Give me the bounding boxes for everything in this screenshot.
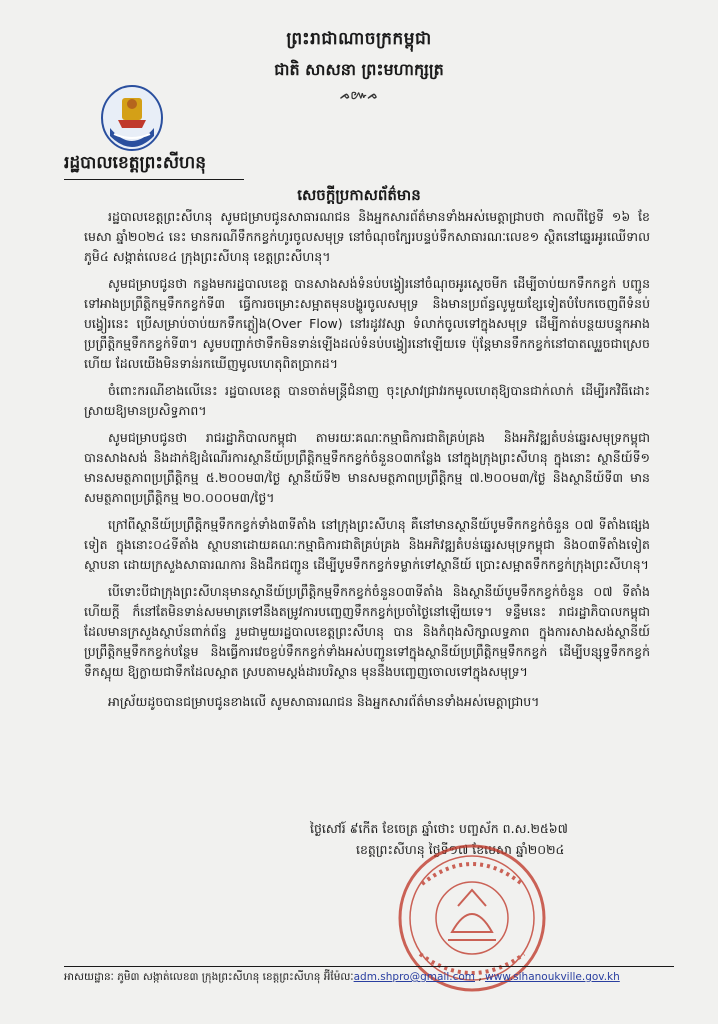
lunar-date: ថ្ងៃសៅរ៍ ៩កើត ខែចេត្រ ឆ្នាំថោះ បញ្ចស័ក ព.ស.២៥៦៧ xyxy=(310,821,568,836)
closing-paragraph: អាស្រ័យដូចបានជម្រាបជូនខាងលើ សូមសាធារណជន និងអ្នកសារព័ត៌មានទាំងអស់មេត្តាជ្រាប។ xyxy=(108,694,540,709)
paragraph: សូមជម្រាបជូនថា រាជរដ្ឋាភិបាលកម្ពុជា តាមរយៈគណៈកម្មាធិការជាតិគ្រប់គ្រង និងអភិវឌ្ឍតំបន់ឆ្នេរសមុទ្រកម្ពុជា បានសាងសង់ និងដាក់ឱ្យដំណើរការស្ថានីយ៍ប្រព្រឹត្តិកម្មទឹកកខ្វក់ចំនួន០៣កន្លែង នៅក្នុងក្រុងព្រះសីហនុ ក្នុងនោះ ស្ថានីយ៍ទី១ មានសមត្ថភាពប្រព្រឹត្តិកម្ម ៥.២០០ម៣/ថ្ងៃ ស្ថានីយ៍ទី២ មានសមត្ថភាពប្រព្រឹត្តិកម្ម ៧.២០០ម៣/ថ្ងៃ និងស្ថានីយ៍ទី៣ មានសមត្ថភាពប្រព្រឹត្តិកម្ម ២០.០០០ម៣/ថ្ងៃ។ xyxy=(84,430,650,505)
document-body xyxy=(84,207,650,719)
issuer-name: រដ្ឋបាលខេត្តព្រះសីហនុ xyxy=(64,152,244,180)
footer-separator: , xyxy=(475,971,486,983)
paragraph: ចំពោះករណីខាងលើនេះ រដ្ឋបាលខេត្ត បានចាត់មន្ត្រីជំនាញ ចុះស្រាវជ្រាវរកមូលហេតុឱ្យបានជាក់លាក់ ដើម្បីរកវិធីដោះស្រាយឱ្យមានប្រសិទ្ធភាព។ xyxy=(84,383,650,418)
document-title: សេចក្តីប្រកាសព័ត៌មាន xyxy=(297,186,421,204)
footer-email-link[interactable]: adm.shpro@gmail.com xyxy=(353,971,476,983)
footer-website-link[interactable]: www.sihanoukville.gov.kh xyxy=(485,971,620,983)
solar-date: ខេត្តព្រះសីហនុ ថ្ងៃទី១៧ ខែមេសា ឆ្នាំ២០២៤ xyxy=(356,842,565,857)
footer-address: អាសយដ្ឋានៈ ភូមិ៣ សង្កាត់លេខ៣ ក្រុងព្រះសីហនុ ខេត្តព្រះសីហនុ អ៊ីម៉ែលៈ xyxy=(64,971,354,983)
kingdom-name: ព្រះរាជាណាចក្រកម្ពុជា xyxy=(286,29,432,49)
paragraph: បើទោះបីជាក្រុងព្រះសីហនុមានស្ថានីយ៍ប្រព្រឹត្តិកម្មទឹកកខ្វក់ចំនួន០៣ទីតាំង និងស្ថានីយ៍បូមទឹកកខ្វក់ចំនួន ០៧ ទីតាំងហើយក្តី ក៏នៅតែមិនទាន់សមមាត្រទៅនឹងតម្រូវការបញ្ចេញទឹកកខ្វក់ប្រចាំថ្ងៃនៅឡើយទេ។ ទន្ទឹមនេះ រាជរដ្ឋាភិបាលកម្ពុជា ដែលមានក្រសួងស្ថាប័នពាក់ព័ន្ធ រួមជាមួយរដ្ឋបាលខេត្តព្រះសីហនុ បាន និងកំពុងសិក្សាលទ្ធភាព ក្នុងការសាងសង់ស្ថានីយ៍ប្រព្រឹត្តិកម្មទឹកកខ្វក់បន្ថែម និងធ្វើការវេចខ្ចប់ទឹកកខ្វក់ទាំងអស់បញ្ជូនទៅក្នុងស្ថានីយ៍ប្រព្រឹត្តិកម្មទឹកកខ្វក់ ដើម្បីបន្សុទ្ធទឹកកខ្វក់ ទឹកស្អុយ ឱ្យក្លាយជាទឹកដែលស្អាត ស្របតាមស្តង់ដារបរិស្ថាន មុននឹងបញ្ចេញចោលទៅក្នុងសមុទ្រ។ xyxy=(84,584,650,679)
provincial-emblem-icon xyxy=(100,84,164,156)
paragraph: សូមជម្រាបជូនថា កន្លងមករដ្ឋបាលខេត្ត បានសាងសង់ទំនប់បង្វៀរនៅចំណុចអូរស្តេចមីក ដើម្បីចាប់យកទឹកកខ្វក់ បញ្ជូនទៅអាងប្រព្រឹត្តិកម្មទឹកកខ្វក់ទី៣ ធ្វើការចម្រោះសម្អាតមុនបង្ហូរចូលសមុទ្រ និងមានប្រព័ន្ធលូមួយខ្សែទៀតបំបែកចេញពីទំនប់បង្វៀរនេះ ប្រើសម្រាប់ចាប់យកទឹកភ្លៀង(Over Flow) នៅរដូវវស្សា ទំលាក់ចូលទៅក្នុងសមុទ្រ ដើម្បីកាត់បន្ថយបន្ទុកអាងប្រព្រឹត្តិកម្មទឹកកខ្វក់ទី៣។ សូមបញ្ជាក់ថាទឹកមិនទាន់ឡើងដល់ទំនប់បង្វៀរនៅឡើយទេ ប៉ុន្តែមានទឹកកខ្វក់នៅបាតលូរួចជាស្រេចហើយ ដែលយើងមិនទាន់រកឃើញមូលហេតុពិតប្រាកដ។ xyxy=(84,276,650,371)
footer-contact xyxy=(64,966,674,986)
ornament-divider: ᨍ៚ᨍ xyxy=(339,88,379,102)
paragraph: ក្រៅពីស្ថានីយ៍ប្រព្រឹត្តិកម្មទឹកកខ្វក់ទាំង៣ទីតាំង នៅក្រុងព្រះសីហនុ គឺនៅមានស្ថានីយ៍បូមទឹកកខ្វក់ចំនួន ០៧ ទីតាំងផ្សេងទៀត ក្នុងនោះ០៤ទីតាំង ស្ថាបនាដោយគណៈកម្មាធិការជាតិគ្រប់គ្រង និងអភិវឌ្ឍតំបន់ឆ្នេរសមុទ្រកម្ពុជា និង០៣ទីតាំងទៀតស្ថាបនា ដោយក្រសួងសាធារណការ និងដឹកជញ្ជូន ដើម្បីបូមទឹកកខ្វក់ទម្លាក់ទៅស្ថានីយ៍ ប្រោះសម្អាតទឹកកខ្វក់ក្រុងព្រះសីហនុ។ xyxy=(84,517,650,572)
paragraph: រដ្ឋបាលខេត្តព្រះសីហនុ សូមជម្រាបជូនសាធារណជន និងអ្នកសារព័ត៌មានទាំងអស់មេត្តាជ្រាបថា កាលពីថ្ងៃទី ១៦ ខែមេសា ឆ្នាំ២០២៤ នេះ មានករណីទឹកកខ្វក់ហូរចូលសមុទ្រ នៅចំណុចក្បែរបន្ទប់ទឹកសាធារណៈលេខ១ ស្ថិតនៅឆ្នេរអូរឈើទាល ភូមិ៤ សង្កាត់លេខ៤ ក្រុងព្រះសីហនុ ខេត្តព្រះសីហនុ។ xyxy=(84,209,650,264)
national-motto: ជាតិ សាសនា ព្រះមហាក្សត្រ xyxy=(274,60,444,79)
